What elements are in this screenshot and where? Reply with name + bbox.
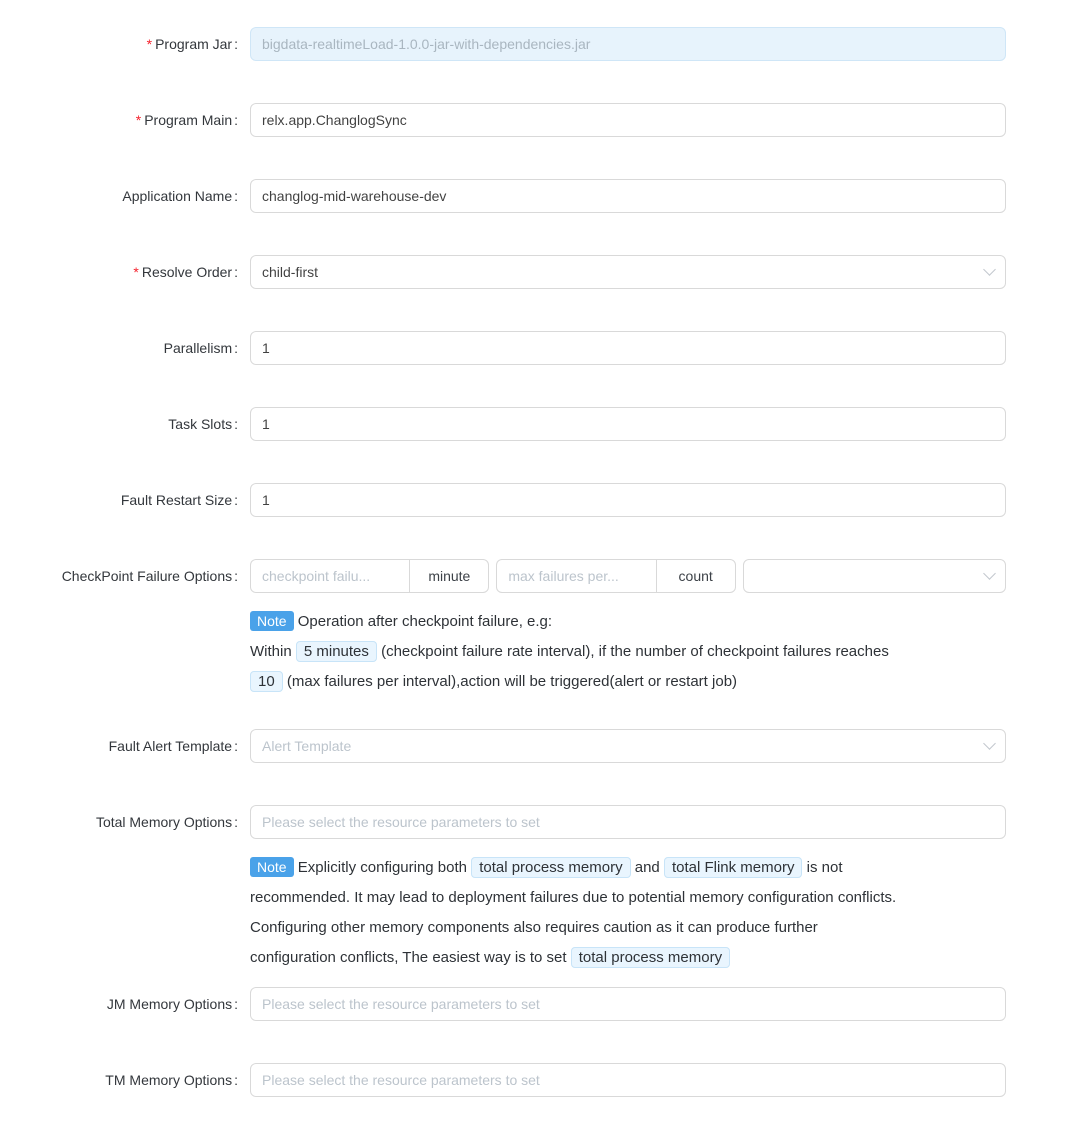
checkpoint-max-failures-group [496,559,735,593]
form-row-resolve-order [0,255,1080,289]
required-asterisk: * [135,112,142,128]
program-jar-label: * Program Jar : [0,27,250,61]
program-main-label: * Program Main : [0,103,250,137]
form-row-task-slots [0,407,1080,441]
fault-restart-size-input[interactable] [250,483,1006,517]
note-text: (max failures per interval),action will be triggered(alert or restart job) [286,673,738,690]
resolve-order-label: * Resolve Order : [0,255,250,289]
checkpoint-failure-interval-input[interactable] [250,559,409,593]
note-text: is not [806,859,843,876]
required-asterisk: * [146,36,153,52]
parallelism-label: Parallelism : [0,331,250,365]
total-flink-memory-tag: total Flink memory [664,857,803,878]
note-text: configuration conflicts, The easiest way is to set [250,949,567,966]
chevron-down-icon [983,567,996,580]
checkpoint-failure-action-select[interactable] [743,559,1006,593]
resolve-order-value: child-first [262,264,319,280]
checkpoint-failure-note [250,606,1006,697]
checkpoint-max-failures-input[interactable] [496,559,655,593]
form-row-jm-memory-options [0,987,1080,1021]
task-slots-label: Task Slots : [0,407,250,441]
program-jar-input [250,27,1006,61]
form-row-program-jar [0,27,1080,61]
note-text: Explicitly configuring both [297,859,468,876]
form-row-fault-alert-template [0,729,1080,763]
chevron-down-icon [983,737,996,750]
note-badge: Note [250,611,294,631]
form-row-tm-memory-options [0,1063,1080,1097]
tm-memory-options-placeholder: Please select the resource parameters to set [262,1072,540,1088]
form-row-program-main [0,103,1080,137]
note-text: recommended. It may lead to deployment failures due to potential memory configuration conflicts. [250,889,897,906]
checkpoint-interval-group [250,559,489,593]
total-process-memory-tag: total process memory [471,857,630,878]
fault-restart-size-label: Fault Restart Size : [0,483,250,517]
jm-memory-options-select[interactable] [250,987,1006,1021]
checkpoint-failure-options-label: CheckPoint Failure Options : [0,559,250,593]
checkpoint-max-failures-unit-addon: count [656,559,736,593]
count-example-tag: 10 [250,671,283,692]
task-slots-input[interactable] [250,407,1006,441]
tm-memory-options-select[interactable] [250,1063,1006,1097]
fault-alert-template-placeholder: Alert Template [262,738,352,754]
application-name-label: Application Name : [0,179,250,213]
jm-memory-options-placeholder: Please select the resource parameters to set [262,996,540,1012]
form-row-total-memory-options [0,805,1080,973]
total-memory-options-select[interactable] [250,805,1006,839]
fault-alert-template-select[interactable] [250,729,1006,763]
note-text: and [634,859,660,876]
form-row-application-name [0,179,1080,213]
note-badge: Note [250,857,294,877]
resolve-order-select[interactable] [250,255,1006,289]
note-text: (checkpoint failure rate interval), if the number of checkpoint failures reaches [381,643,889,660]
total-memory-options-placeholder: Please select the resource parameters to set [262,814,540,830]
note-text: Operation after checkpoint failure, e.g: [297,613,553,630]
fault-alert-template-label: Fault Alert Template : [0,729,250,763]
jm-memory-options-label: JM Memory Options : [0,987,250,1021]
form-row-checkpoint-failure-options [0,559,1080,697]
form-row-fault-restart-size [0,483,1080,517]
interval-example-tag: 5 minutes [296,641,377,662]
note-text: Within [250,643,292,660]
program-main-input[interactable] [250,103,1006,137]
checkpoint-interval-unit-addon: minute [409,559,489,593]
required-asterisk: * [133,264,139,280]
total-memory-note [250,852,1006,973]
parallelism-input[interactable] [250,331,1006,365]
chevron-down-icon [983,263,996,276]
total-process-memory-tag: total process memory [571,947,730,968]
application-name-input[interactable] [250,179,1006,213]
total-memory-options-label: Total Memory Options : [0,805,250,839]
form-row-parallelism [0,331,1080,365]
note-text: Configuring other memory components also requires caution as it can produce further [250,919,818,936]
tm-memory-options-label: TM Memory Options : [0,1063,250,1097]
